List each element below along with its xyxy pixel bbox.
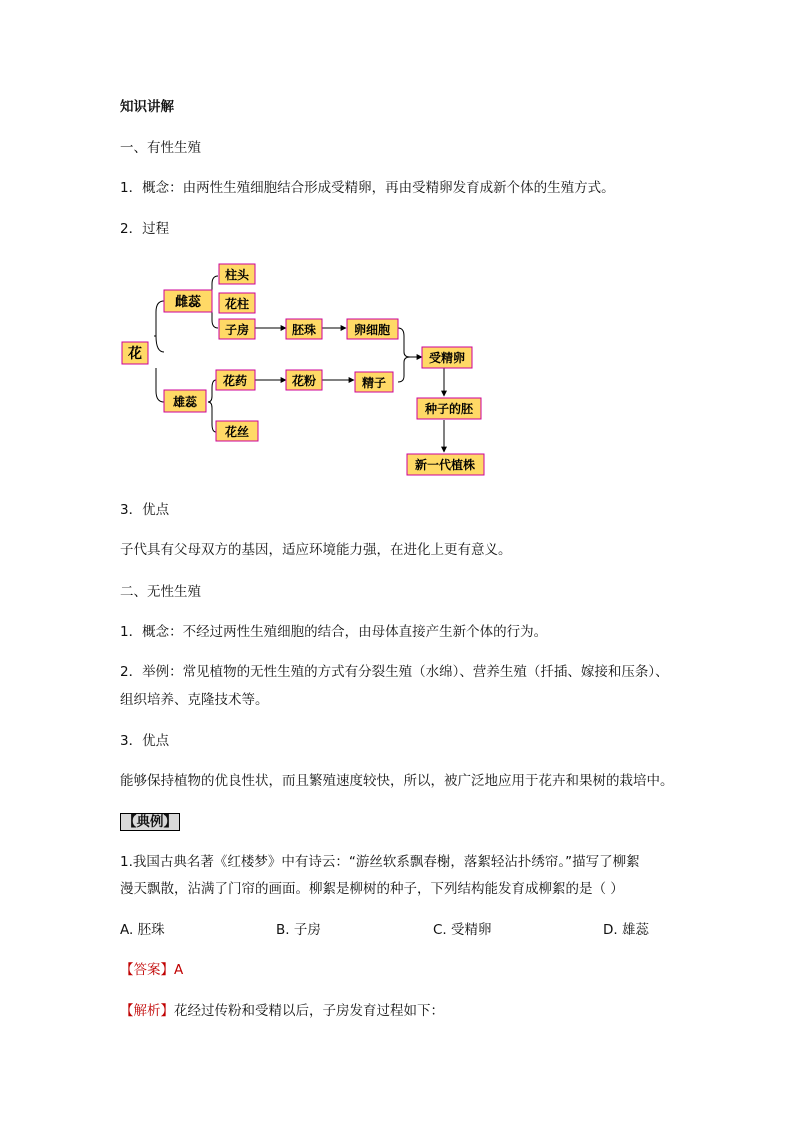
label-pistil: 雌蕊 — [174, 295, 202, 310]
label-zygote: 受精卵 — [428, 351, 466, 365]
label-ovule: 胚珠 — [291, 323, 317, 337]
option-c: C. 受精卵 — [433, 922, 492, 938]
section2-concept: 1．概念：不经过两性生殖细胞的结合，由母体直接产生新个体的行为。 — [120, 624, 548, 640]
section1-process-title: 2．过程 — [120, 221, 170, 237]
label-anther: 花药 — [222, 374, 248, 388]
section2-examples-line2: 组织培养、克隆技术等。 — [120, 692, 269, 708]
analysis-text: 花经过传粉和受精以后，子房发育过程如下： — [174, 1003, 444, 1019]
question-line1: 1.我国古典名著《红楼梦》中有诗云：“游丝软系飘春榭，落絮轻沾扑绣帘。”描写了柳絮 — [120, 854, 640, 870]
brace-stamen — [208, 380, 216, 432]
label-sperm: 精子 — [361, 376, 387, 390]
example-label: 【典例】 — [120, 813, 180, 831]
label-new-plant: 新一代植株 — [414, 458, 476, 472]
option-d: D. 雄蕊 — [603, 922, 649, 938]
label-style: 花柱 — [224, 297, 250, 311]
label-egg: 卵细胞 — [353, 323, 391, 337]
analysis-line — [120, 1001, 444, 1021]
example-label-line — [120, 812, 180, 832]
section2-title: 二、无性生殖 — [120, 584, 201, 600]
label-pollen: 花粉 — [291, 374, 317, 388]
section2-examples-line1: 2．举例：常见植物的无性生殖的方式有分裂生殖（水绵）、营养生殖（扦插、嫁接和压条）、 — [120, 664, 669, 680]
sexual-reproduction-diagram — [118, 256, 498, 481]
label-ovary: 子房 — [224, 323, 250, 337]
answer-label: 【答案】 — [120, 962, 174, 978]
option-a: A. 胚珠 — [120, 922, 165, 938]
label-filament: 花丝 — [224, 425, 250, 439]
section2-adv-text: 能够保持植物的优良性状，而且繁殖速度较快，所以，被广泛地应用于花卉和果树的栽培中。 — [120, 773, 674, 789]
heading: 知识讲解 — [120, 99, 174, 115]
section1-concept: 1．概念：由两性生殖细胞结合形成受精卵，再由受精卵发育成新个体的生殖方式。 — [120, 180, 615, 196]
answer-line — [120, 960, 183, 980]
section2-adv-title: 3．优点 — [120, 733, 170, 749]
section1-adv-text: 子代具有父母双方的基因，适应环境能力强，在进化上更有意义。 — [120, 542, 512, 558]
label-stamen: 雄蕊 — [172, 395, 198, 409]
section1-title: 一、有性生殖 — [120, 140, 201, 156]
label-embryo: 种子的胚 — [424, 402, 474, 416]
question-line2: 漫天飘散，沾满了门帘的画面。柳絮是柳树的种子，下列结构能发育成柳絮的是（ ） — [120, 881, 624, 897]
brace-fertilization — [398, 328, 410, 382]
brace-root — [154, 301, 164, 402]
option-b: B. 子房 — [276, 922, 321, 938]
analysis-label: 【解析】 — [120, 1003, 174, 1019]
section1-adv-title: 3．优点 — [120, 502, 170, 518]
label-stigma: 柱头 — [224, 268, 250, 282]
answer-value: A — [174, 962, 184, 978]
label-root: 花 — [128, 346, 142, 362]
